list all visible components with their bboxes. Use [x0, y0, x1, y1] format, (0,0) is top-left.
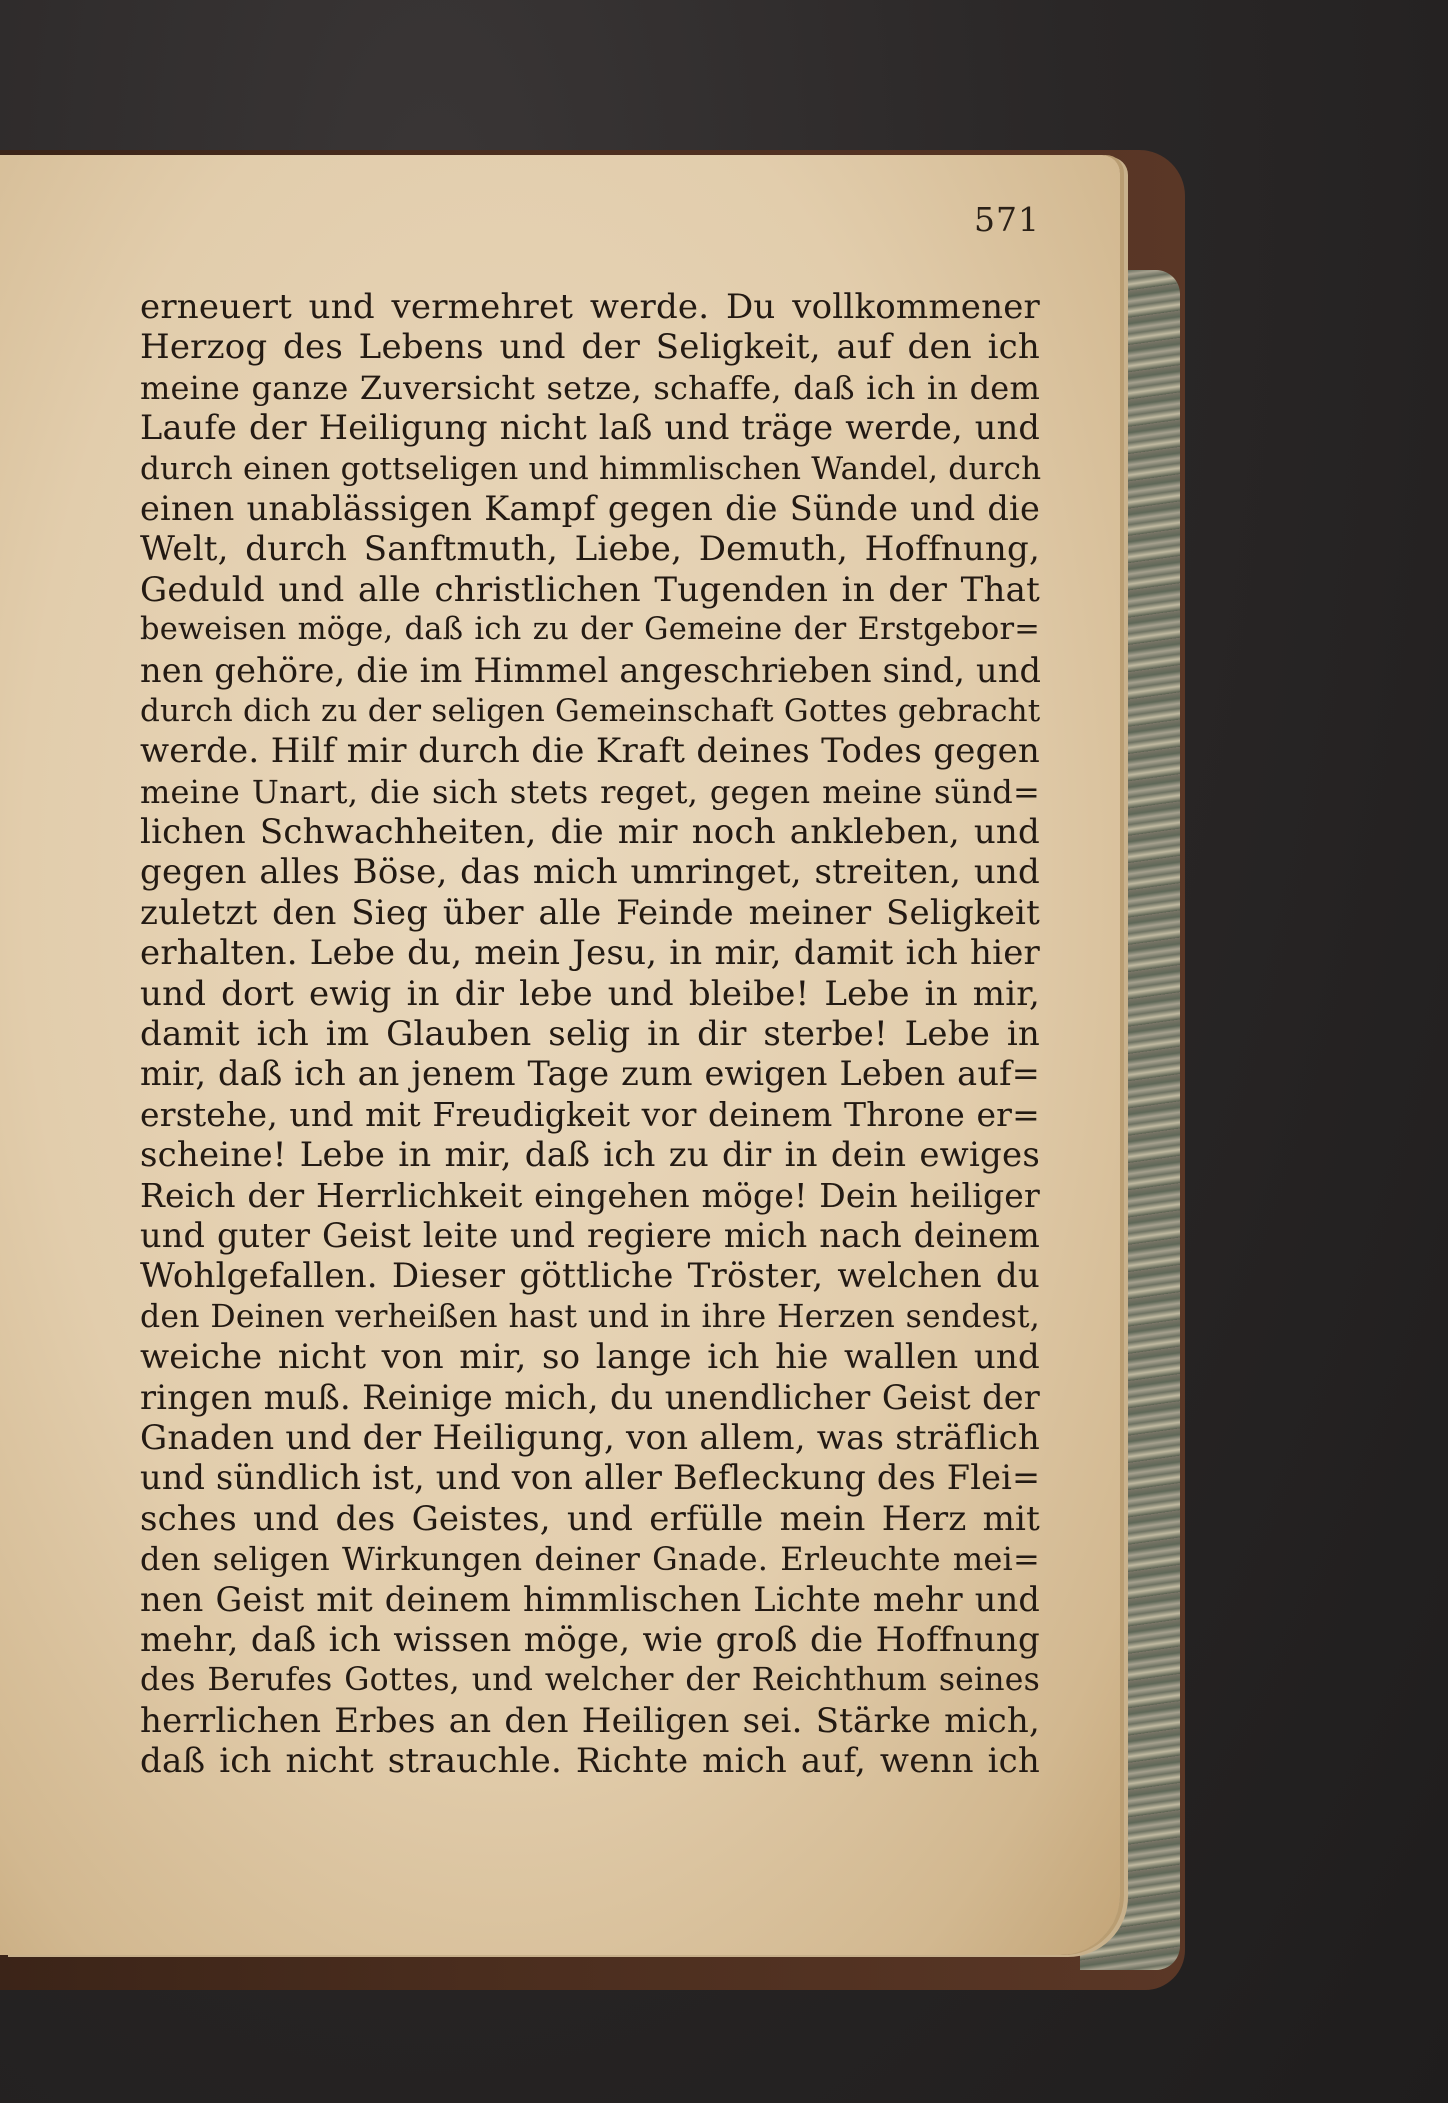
text-line: erstehe, und mit Freudigkeit vor deinem Throne er= [140, 1094, 1040, 1134]
text-line: nen Geist mit deinem himmlischen Lichte mehr und [140, 1579, 1040, 1619]
text-line: Laufe der Heiligung nicht laß und träge werde, und [140, 408, 1040, 448]
text-line: erhalten. Lebe du, mein Jesu, in mir, damit ich hier [140, 933, 1040, 974]
text-line: herrlichen Erbes an den Heiligen sei. Stärke mich, [140, 1700, 1040, 1741]
text-line: Herzog des Lebens und der Seligkeit, auf den ich [140, 327, 1040, 368]
text-line: den Deinen verheißen hast und in ihre Herzen sendest, [140, 1298, 1040, 1335]
text-line: zuletzt den Sieg über alle Feinde meiner Seligkeit [140, 892, 1040, 933]
text-line: mehr, daß ich wissen möge, wie groß die Hoffnung [140, 1619, 1040, 1660]
text-line: werde. Hilf mir durch die Kraft deines Todes gegen [140, 731, 1040, 772]
text-line: und dort ewig in dir lebe und bleibe! Lebe in mir, [140, 973, 1040, 1014]
text-line: weiche nicht von mir, so lange ich hie wallen und [140, 1337, 1040, 1378]
text-line: Gnaden und der Heiligung, von allem, was sträflich [140, 1417, 1040, 1458]
text-line: sches und des Geistes, und erfülle mein Herz mit [140, 1498, 1040, 1539]
text-line: einen unablässigen Kampf gegen die Sünde und die [140, 488, 1040, 528]
text-line: damit ich im Glauben selig in dir sterbe! Lebe in [140, 1014, 1040, 1055]
text-line: meine Unart, die sich stets reget, gegen meine sünd= [140, 772, 1040, 811]
text-line: nen gehöre, die im Himmel angeschrieben sind, und [140, 650, 1042, 690]
text-line: daß ich nicht strauchle. Richte mich auf, wenn ich [140, 1741, 1040, 1782]
text-line: Geduld und alle christlichen Tugenden in der That [140, 569, 1040, 610]
text-line: mir, daß ich an jenem Tage zum ewigen Leben auf= [140, 1054, 1040, 1094]
page-text-block [140, 287, 1040, 1781]
text-line: ringen muß. Reinige mich, du unendlicher Geist der [140, 1377, 1040, 1417]
text-line: meine ganze Zuversicht setze, schaffe, daß ich in dem [140, 368, 1040, 407]
text-line: durch dich zu der seligen Gemeinschaft Gottes gebracht [140, 692, 1041, 729]
text-line: Reich der Herrlichkeit eingehen möge! Dein heiliger [140, 1175, 1040, 1215]
text-line: gegen alles Böse, das mich umringet, streiten, und [140, 852, 1040, 893]
text-line: Welt, durch Sanftmuth, Liebe, Demuth, Hoffnung, [140, 529, 1040, 570]
text-line: Wohlgefallen. Dieser göttliche Tröster, welchen du [140, 1256, 1040, 1297]
text-line: lichen Schwachheiten, die mir noch ankleben, und [140, 812, 1040, 853]
text-line: beweisen möge, daß ich zu der Gemeine der Erstgebor= [140, 612, 1040, 648]
text-line: und sündlich ist, und von aller Befleckung des Flei= [140, 1458, 1041, 1498]
text-line: den seligen Wirkungen deiner Gnade. Erleuchte mei= [140, 1540, 1040, 1579]
text-line: des Berufes Gottes, und welcher der Reichthum seines [140, 1662, 1040, 1699]
text-line: durch einen gottseligen und himmlischen Wandel, durch [140, 450, 1042, 487]
text-line: erneuert und vermehret werde. Du vollkommener [140, 287, 1040, 327]
page-number: 571 [974, 200, 1040, 239]
text-line: und guter Geist leite und regiere mich nach deinem [140, 1215, 1040, 1255]
text-line: scheine! Lebe in mir, daß ich zu dir in dein ewiges [140, 1135, 1040, 1176]
